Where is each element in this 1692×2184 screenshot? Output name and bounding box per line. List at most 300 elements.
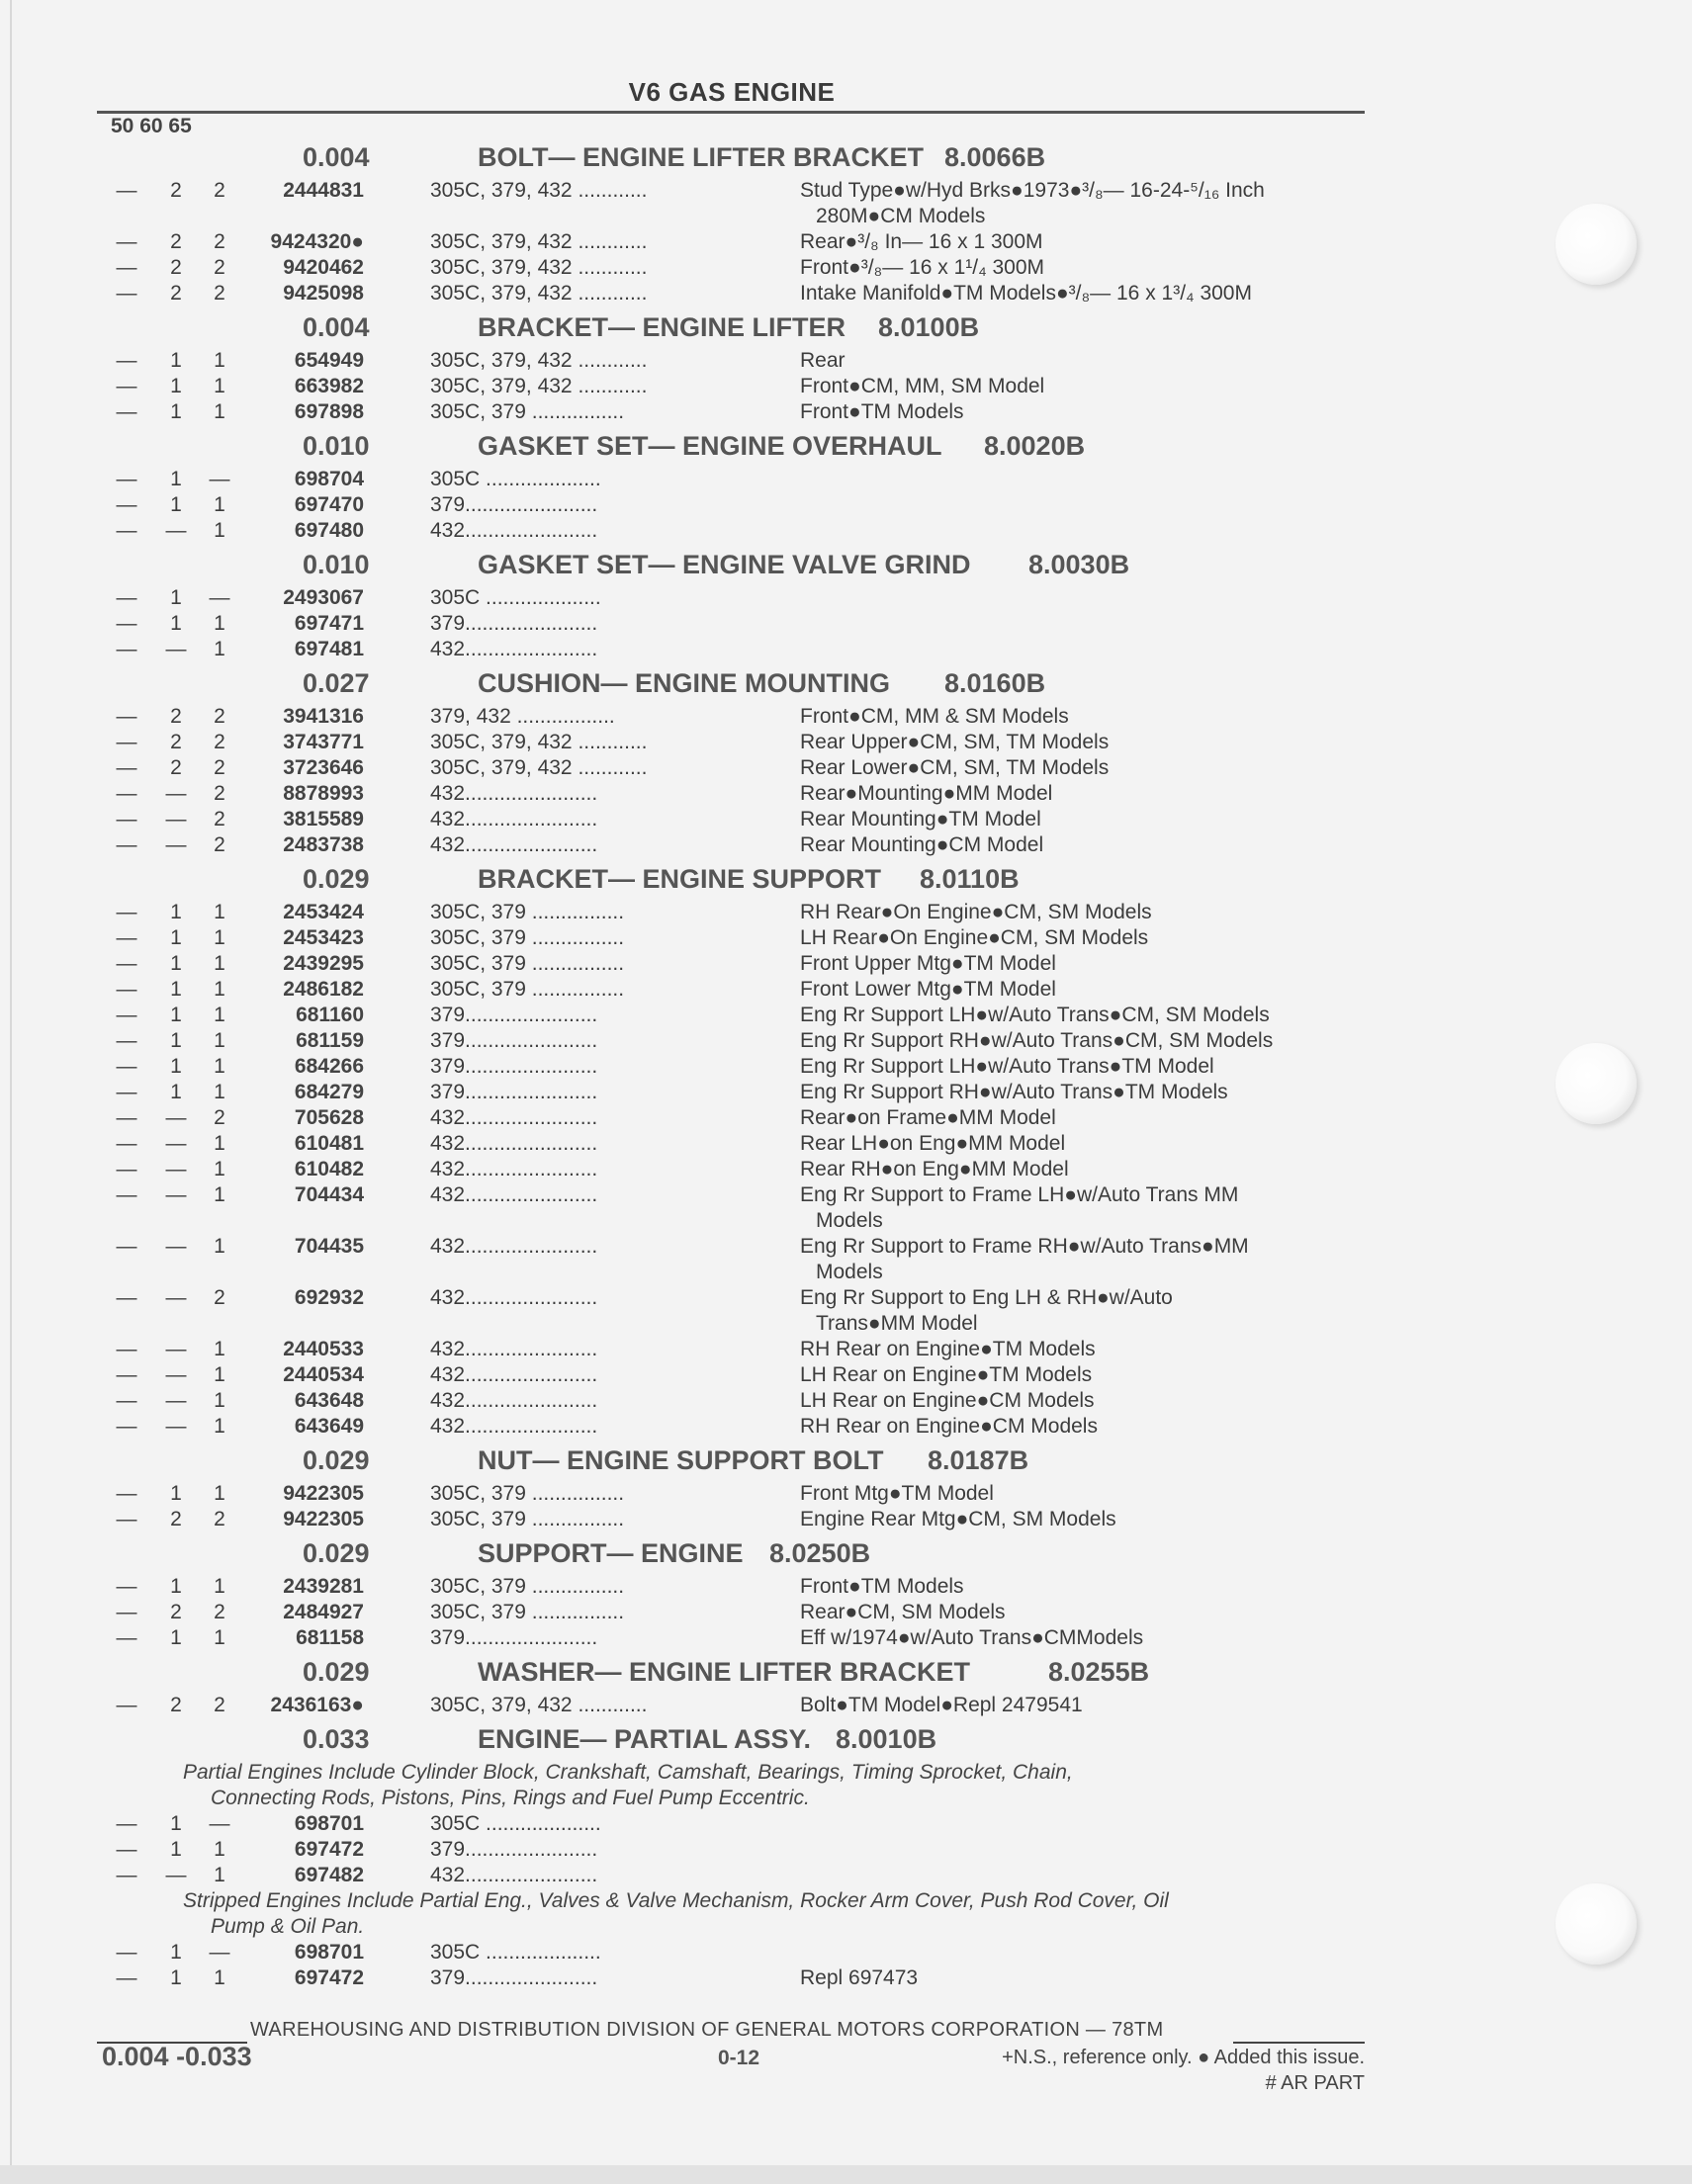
part-number: 9422305 bbox=[283, 1482, 364, 1505]
description-continuation: Models bbox=[816, 1261, 883, 1283]
qty-1960-cell: 1 bbox=[170, 1575, 182, 1598]
part-number: 2453424 bbox=[283, 901, 364, 923]
parts-row bbox=[97, 1157, 1373, 1182]
qty-1960-cell: — bbox=[165, 1183, 187, 1206]
qty-1950-cell: — bbox=[116, 1694, 137, 1716]
qty-1950-cell: — bbox=[116, 782, 137, 805]
qty-1965-cell: 1 bbox=[214, 1004, 225, 1026]
part-number: 2440533 bbox=[283, 1338, 364, 1360]
description-line: RH Rear on Engine●CM Models bbox=[800, 1415, 1098, 1438]
description-line: Rear Mounting●TM Model bbox=[800, 808, 1041, 830]
part-description bbox=[800, 1966, 1463, 1991]
qty-1965-cell: 1 bbox=[214, 926, 225, 949]
description-line: Rear●Mounting●MM Model bbox=[800, 782, 1053, 805]
part-number: 2453423 bbox=[283, 926, 364, 949]
applicable-models: 432....................... bbox=[430, 782, 598, 805]
qty-1960-cell: 2 bbox=[170, 1601, 182, 1623]
qty-1960-cell: — bbox=[165, 1132, 187, 1155]
group-number: 0.004 bbox=[303, 312, 370, 342]
qty-1960-cell: 1 bbox=[170, 1004, 182, 1026]
parts-row bbox=[97, 1337, 1373, 1362]
qty-1950-cell: — bbox=[116, 808, 137, 830]
part-description bbox=[800, 1028, 1463, 1054]
page-range: 0.004 -0.033 bbox=[102, 2042, 252, 2071]
part-description bbox=[800, 781, 1463, 807]
group-number: 0.029 bbox=[303, 1445, 370, 1475]
parts-row bbox=[97, 585, 1373, 611]
part-description bbox=[800, 1388, 1463, 1414]
part-description bbox=[800, 1625, 1463, 1651]
applicable-models: 379....................... bbox=[430, 612, 598, 635]
part-description bbox=[800, 1182, 1463, 1234]
parts-row bbox=[97, 1105, 1373, 1131]
parts-row bbox=[97, 1054, 1373, 1080]
part-number: 698701 bbox=[294, 1812, 364, 1835]
qty-1950-cell: — bbox=[116, 1864, 137, 1886]
part-number: 697482 bbox=[294, 1864, 364, 1886]
part-number: 697480 bbox=[294, 519, 364, 542]
group-number: 0.029 bbox=[303, 864, 370, 894]
description-line: Front Upper Mtg●TM Model bbox=[800, 952, 1056, 975]
parts-row bbox=[97, 229, 1373, 255]
qty-1960-cell: — bbox=[165, 1363, 187, 1386]
description-line: RH Rear●On Engine●CM, SM Models bbox=[800, 901, 1152, 923]
applicable-models: 379....................... bbox=[430, 1626, 598, 1649]
parts-row bbox=[97, 755, 1373, 781]
applicable-models: 305C, 379, 432 ............ bbox=[430, 179, 648, 202]
qty-1950-cell: — bbox=[116, 1029, 137, 1052]
qty-1950-cell: — bbox=[116, 833, 137, 856]
qty-1960-cell: — bbox=[165, 1389, 187, 1412]
parts-row bbox=[97, 255, 1373, 281]
qty-1965-cell: 1 bbox=[214, 978, 225, 1001]
qty-1965-cell: 1 bbox=[214, 1132, 225, 1155]
part-number: 697898 bbox=[294, 400, 364, 423]
section-code: 8.0030B bbox=[1028, 550, 1130, 579]
qty-1950-cell: — bbox=[116, 926, 137, 949]
section-heading bbox=[97, 138, 1373, 178]
description-line: Eng Rr Support to Frame LH●w/Auto Trans MM bbox=[800, 1183, 1239, 1206]
parts-row bbox=[97, 925, 1373, 951]
part-description bbox=[800, 755, 1463, 781]
part-description bbox=[800, 1600, 1463, 1625]
qty-1960-cell: — bbox=[165, 1864, 187, 1886]
parts-row bbox=[97, 1966, 1373, 1991]
part-number: 3743771 bbox=[283, 731, 364, 753]
part-description bbox=[800, 255, 1463, 281]
qty-1950-cell: — bbox=[116, 1363, 137, 1386]
qty-1960-cell: 1 bbox=[170, 1081, 182, 1103]
applicable-models: 379....................... bbox=[430, 1029, 598, 1052]
part-number: 684279 bbox=[294, 1081, 364, 1103]
description-line: Front●TM Models bbox=[800, 1575, 964, 1598]
description-continuation: Models bbox=[816, 1209, 883, 1232]
binder-hole-top bbox=[1556, 204, 1637, 285]
section-code: 8.0250B bbox=[769, 1538, 871, 1568]
description-line: LH Rear on Engine●CM Models bbox=[800, 1389, 1095, 1412]
applicable-models: 305C, 379, 432 ............ bbox=[430, 756, 648, 779]
qty-1950-cell: — bbox=[116, 1132, 137, 1155]
part-description bbox=[800, 1693, 1463, 1718]
footer-division-line: WAREHOUSING AND DISTRIBUTION DIVISION OF GENERAL MOTORS CORPORATION — 78TM bbox=[250, 2019, 1164, 2041]
qty-1960-cell: — bbox=[165, 638, 187, 660]
part-number: 2493067 bbox=[283, 586, 364, 609]
section-code: 8.0110B bbox=[920, 864, 1020, 894]
applicable-models: 432....................... bbox=[430, 1183, 598, 1206]
qty-1965-cell: 2 bbox=[214, 230, 225, 253]
qty-1960-cell: 2 bbox=[170, 230, 182, 253]
qty-1965-cell: 1 bbox=[214, 1864, 225, 1886]
parts-row bbox=[97, 348, 1373, 374]
page-left-edge bbox=[10, 0, 12, 2165]
part-number: 697472 bbox=[294, 1838, 364, 1861]
parts-row bbox=[97, 1362, 1373, 1388]
applicable-models: 432....................... bbox=[430, 638, 598, 660]
part-number: 2439295 bbox=[283, 952, 364, 975]
section-name: ENGINE— PARTIAL ASSY. bbox=[478, 1724, 812, 1754]
part-number: 643648 bbox=[294, 1389, 364, 1412]
description-line: Eng Rr Support LH●w/Auto Trans●CM, SM Models bbox=[800, 1004, 1270, 1026]
description-line: RH Rear on Engine●TM Models bbox=[800, 1338, 1096, 1360]
qty-1960-cell: 1 bbox=[170, 926, 182, 949]
description-line: Eng Rr Support to Frame RH●w/Auto Trans●MM bbox=[800, 1235, 1249, 1258]
applicable-models: 432....................... bbox=[430, 1363, 598, 1386]
section-heading bbox=[97, 308, 1373, 348]
legend-ar-part: # AR PART bbox=[1265, 2072, 1365, 2094]
qty-1960-cell: 1 bbox=[170, 468, 182, 490]
description-line: Eng Rr Support RH●w/Auto Trans●CM, SM Models bbox=[800, 1029, 1274, 1052]
qty-1960-cell: 1 bbox=[170, 1941, 182, 1964]
qty-1950-cell: — bbox=[116, 1626, 137, 1649]
qty-1960-cell: 2 bbox=[170, 256, 182, 279]
description-line: LH Rear on Engine●TM Models bbox=[800, 1363, 1093, 1386]
qty-1960-cell: 1 bbox=[170, 400, 182, 423]
qty-1960-cell: 1 bbox=[170, 1029, 182, 1052]
group-number: 0.004 bbox=[303, 142, 370, 172]
qty-1965-cell: 1 bbox=[214, 349, 225, 372]
qty-1960-cell: — bbox=[165, 782, 187, 805]
group-number: 0.010 bbox=[303, 550, 370, 579]
qty-1965-cell: 2 bbox=[214, 1286, 225, 1309]
applicable-models: 305C, 379 ................ bbox=[430, 1601, 625, 1623]
parts-row bbox=[97, 1481, 1373, 1507]
part-description bbox=[800, 348, 1463, 374]
applicable-models: 379....................... bbox=[430, 1966, 598, 1989]
part-number: 705628 bbox=[294, 1106, 364, 1129]
qty-1965-cell: 1 bbox=[214, 1338, 225, 1360]
qty-1965-cell: 1 bbox=[214, 1363, 225, 1386]
title-rule bbox=[97, 111, 1365, 114]
parts-row bbox=[97, 1693, 1373, 1718]
description-line: Intake Manifold●TM Models●³/₈— 16 x 1³/₄ 300M bbox=[800, 282, 1252, 305]
part-description bbox=[800, 1080, 1463, 1105]
parts-row bbox=[97, 492, 1373, 518]
qty-1950-cell: — bbox=[116, 756, 137, 779]
section-code: 8.0255B bbox=[1048, 1657, 1150, 1687]
note-line: Stripped Engines Include Partial Eng., Valves & Valve Mechanism, Rocker Arm Cover, Push Rod Cover, Oil bbox=[183, 1889, 1169, 1912]
parts-row bbox=[97, 1863, 1373, 1888]
part-description bbox=[800, 1234, 1463, 1285]
part-number: 3815589 bbox=[283, 808, 364, 830]
section-code: 8.0187B bbox=[928, 1445, 1029, 1475]
qty-1965-cell: 1 bbox=[214, 1389, 225, 1412]
qty-1960-cell: 2 bbox=[170, 705, 182, 728]
qty-1965-cell: 1 bbox=[214, 1482, 225, 1505]
part-number: 2483738 bbox=[283, 833, 364, 856]
qty-1960-cell: — bbox=[165, 1286, 187, 1309]
part-description bbox=[800, 832, 1463, 858]
qty-1950-cell: — bbox=[116, 1389, 137, 1412]
qty-1950-cell: — bbox=[116, 230, 137, 253]
part-number: 681159 bbox=[296, 1029, 364, 1052]
note-line-continued: Pump & Oil Pan. bbox=[211, 1915, 365, 1938]
applicable-models: 432....................... bbox=[430, 1338, 598, 1360]
part-number: 681158 bbox=[296, 1626, 364, 1649]
binder-hole-middle bbox=[1556, 1043, 1637, 1124]
qty-1965-cell: 1 bbox=[214, 1183, 225, 1206]
section-name: CUSHION— ENGINE MOUNTING bbox=[478, 668, 891, 698]
qty-1965-cell: 2 bbox=[214, 731, 225, 753]
qty-1950-cell: — bbox=[116, 1183, 137, 1206]
applicable-models: 305C .................... bbox=[430, 468, 601, 490]
description-line: Rear RH●on Eng●MM Model bbox=[800, 1158, 1069, 1180]
description-line: LH Rear●On Engine●CM, SM Models bbox=[800, 926, 1149, 949]
part-description bbox=[800, 1105, 1463, 1131]
qty-1960-cell: 2 bbox=[170, 282, 182, 305]
section-heading bbox=[97, 860, 1373, 900]
section-note bbox=[97, 1760, 1373, 1811]
qty-1965-cell: 2 bbox=[214, 1601, 225, 1623]
applicable-models: 432....................... bbox=[430, 1864, 598, 1886]
part-number: 610482 bbox=[294, 1158, 364, 1180]
qty-1950-cell: — bbox=[116, 1941, 137, 1964]
part-number: 9424320● bbox=[270, 230, 364, 253]
qty-1965-cell: 1 bbox=[214, 952, 225, 975]
applicable-models: 379....................... bbox=[430, 1838, 598, 1861]
description-line: Rear Lower●CM, SM, TM Models bbox=[800, 756, 1110, 779]
description-line: Front●CM, MM, SM Model bbox=[800, 375, 1045, 397]
qty-1960-cell: 1 bbox=[170, 1482, 182, 1505]
qty-1950-cell: — bbox=[116, 978, 137, 1001]
qty-1965-cell: 2 bbox=[214, 1106, 225, 1129]
qty-1965-cell: 2 bbox=[214, 179, 225, 202]
section-code: 8.0066B bbox=[944, 142, 1046, 172]
part-number: 2439281 bbox=[283, 1575, 364, 1598]
qty-1950-cell: — bbox=[116, 375, 137, 397]
part-description bbox=[800, 730, 1463, 755]
parts-row bbox=[97, 977, 1373, 1003]
section-code: 8.0160B bbox=[944, 668, 1046, 698]
qty-1950-cell: — bbox=[116, 1158, 137, 1180]
description-line: Front●CM, MM & SM Models bbox=[800, 705, 1069, 728]
section-code: 8.0100B bbox=[878, 312, 980, 342]
description-line: Eng Rr Support RH●w/Auto Trans●TM Models bbox=[800, 1081, 1228, 1103]
applicable-models: 432....................... bbox=[430, 1286, 598, 1309]
parts-row bbox=[97, 178, 1373, 229]
qty-1965-cell: 1 bbox=[214, 519, 225, 542]
description-continuation: 280M●CM Models bbox=[816, 205, 986, 227]
parts-row bbox=[97, 1811, 1373, 1837]
part-description bbox=[800, 1157, 1463, 1182]
part-number: 697481 bbox=[294, 638, 364, 660]
section-name: SUPPORT— ENGINE bbox=[478, 1538, 744, 1568]
part-number: 2444831 bbox=[283, 179, 364, 202]
section-name: BRACKET— ENGINE LIFTER bbox=[478, 312, 846, 342]
parts-row bbox=[97, 730, 1373, 755]
applicable-models: 305C .................... bbox=[430, 1812, 601, 1835]
qty-1965-cell: 1 bbox=[214, 1235, 225, 1258]
qty-1950-cell: — bbox=[116, 1106, 137, 1129]
part-description bbox=[800, 704, 1463, 730]
qty-1965-cell: 1 bbox=[214, 1838, 225, 1861]
parts-row bbox=[97, 704, 1373, 730]
qty-1950-cell: — bbox=[116, 1601, 137, 1623]
qty-1950-cell: — bbox=[116, 1004, 137, 1026]
applicable-models: 379....................... bbox=[430, 1081, 598, 1103]
qty-1960-cell: 2 bbox=[170, 1694, 182, 1716]
part-number: 663982 bbox=[294, 375, 364, 397]
section-name: BRACKET— ENGINE SUPPORT bbox=[478, 864, 882, 894]
qty-1965-cell: 1 bbox=[214, 1158, 225, 1180]
description-line: Front Lower Mtg●TM Model bbox=[800, 978, 1056, 1001]
applicable-models: 305C, 379 ................ bbox=[430, 901, 625, 923]
parts-row bbox=[97, 1625, 1373, 1651]
parts-row bbox=[97, 951, 1373, 977]
description-line: Bolt●TM Model●Repl 2479541 bbox=[800, 1694, 1083, 1716]
parts-row bbox=[97, 1507, 1373, 1532]
qty-1965-cell: 2 bbox=[214, 833, 225, 856]
qty-1960-cell: 1 bbox=[170, 1055, 182, 1078]
applicable-models: 305C, 379 ................ bbox=[430, 978, 625, 1001]
part-description bbox=[800, 178, 1463, 229]
qty-1960-cell: — bbox=[165, 519, 187, 542]
qty-1965-cell: 1 bbox=[214, 1081, 225, 1103]
qty-1950-cell: — bbox=[116, 952, 137, 975]
description-line: Repl 697473 bbox=[800, 1966, 919, 1989]
section-heading bbox=[97, 1720, 1373, 1760]
qty-1950-cell: — bbox=[116, 1081, 137, 1103]
applicable-models: 305C, 379 ................ bbox=[430, 952, 625, 975]
part-description bbox=[800, 1003, 1463, 1028]
qty-1960-cell: 1 bbox=[170, 1838, 182, 1861]
section-heading bbox=[97, 1653, 1373, 1693]
qty-1950-cell: — bbox=[116, 612, 137, 635]
qty-1950-cell: — bbox=[116, 638, 137, 660]
applicable-models: 432....................... bbox=[430, 1106, 598, 1129]
qty-1965-cell: 2 bbox=[214, 1508, 225, 1530]
section-code: 8.0020B bbox=[984, 431, 1086, 461]
description-line: Rear Mounting●CM Model bbox=[800, 833, 1044, 856]
note-line: Partial Engines Include Cylinder Block, Crankshaft, Camshaft, Bearings, Timing Sprocket, Chain, bbox=[183, 1761, 1073, 1784]
qty-1960-cell: 1 bbox=[170, 1812, 182, 1835]
qty-1960-cell: 1 bbox=[170, 375, 182, 397]
description-line: Rear●CM, SM Models bbox=[800, 1601, 1006, 1623]
qty-1960-cell: — bbox=[165, 1235, 187, 1258]
qty-1960-cell: 1 bbox=[170, 978, 182, 1001]
applicable-models: 305C .................... bbox=[430, 586, 601, 609]
parts-row bbox=[97, 1600, 1373, 1625]
description-line: Rear Upper●CM, SM, TM Models bbox=[800, 731, 1110, 753]
page-number: 0-12 bbox=[718, 2047, 760, 2069]
qty-1965-cell: 1 bbox=[214, 1055, 225, 1078]
part-number: 698704 bbox=[294, 468, 364, 490]
part-number: 704434 bbox=[294, 1183, 364, 1206]
legend-notes: +N.S., reference only. ● Added this issue. bbox=[1002, 2047, 1365, 2068]
applicable-models: 379....................... bbox=[430, 1004, 598, 1026]
part-description bbox=[800, 229, 1463, 255]
applicable-models: 305C, 379 ................ bbox=[430, 400, 625, 423]
applicable-models: 305C, 379, 432 ............ bbox=[430, 349, 648, 372]
section-name: GASKET SET— ENGINE VALVE GRIND bbox=[478, 550, 971, 579]
qty-1965-cell: 2 bbox=[214, 756, 225, 779]
part-description bbox=[800, 281, 1463, 306]
qty-1960-cell: — bbox=[165, 1338, 187, 1360]
parts-row bbox=[97, 832, 1373, 858]
section-heading bbox=[97, 1441, 1373, 1481]
qty-1960-cell: 2 bbox=[170, 731, 182, 753]
qty-1960-cell: — bbox=[165, 808, 187, 830]
group-number: 0.029 bbox=[303, 1538, 370, 1568]
parts-row bbox=[97, 1837, 1373, 1863]
qty-1960-cell: 1 bbox=[170, 1966, 182, 1989]
qty-1950-cell: — bbox=[116, 493, 137, 516]
parts-row bbox=[97, 1285, 1373, 1337]
part-number: 697470 bbox=[294, 493, 364, 516]
qty-1950-cell: — bbox=[116, 1286, 137, 1309]
applicable-models: 379....................... bbox=[430, 493, 598, 516]
parts-row bbox=[97, 518, 1373, 544]
part-description bbox=[800, 1481, 1463, 1507]
note-line-continued: Connecting Rods, Pistons, Pins, Rings and Fuel Pump Eccentric. bbox=[211, 1787, 810, 1809]
part-number: 697471 bbox=[294, 612, 364, 635]
applicable-models: 432....................... bbox=[430, 519, 598, 542]
part-number: 2484927 bbox=[283, 1601, 364, 1623]
qty-1965-cell: 2 bbox=[214, 1694, 225, 1716]
qty-1950-cell: — bbox=[116, 400, 137, 423]
qty-1965-cell: — bbox=[209, 1941, 230, 1964]
part-description bbox=[800, 1131, 1463, 1157]
qty-1950-cell: — bbox=[116, 1966, 137, 1989]
qty-1950-cell: — bbox=[116, 282, 137, 305]
parts-row bbox=[97, 1940, 1373, 1966]
section-heading bbox=[97, 546, 1373, 585]
qty-1950-cell: — bbox=[116, 731, 137, 753]
qty-1960-cell: — bbox=[165, 833, 187, 856]
qty-1950-cell: — bbox=[116, 1338, 137, 1360]
part-description bbox=[800, 374, 1463, 399]
qty-1950-cell: — bbox=[116, 1415, 137, 1438]
section-heading bbox=[97, 427, 1373, 467]
qty-1965-cell: 1 bbox=[214, 1029, 225, 1052]
footer-rule-right bbox=[1233, 2042, 1365, 2044]
part-number: 681160 bbox=[296, 1004, 364, 1026]
description-line: Eng Rr Support LH●w/Auto Trans●TM Model bbox=[800, 1055, 1214, 1078]
parts-catalog-body bbox=[97, 136, 1373, 1991]
description-line: Front●³/₈— 16 x 1¹/₄ 300M bbox=[800, 256, 1045, 279]
part-description bbox=[800, 807, 1463, 832]
qty-1950-cell: — bbox=[116, 705, 137, 728]
part-number: 8878993 bbox=[283, 782, 364, 805]
description-continuation: Trans●MM Model bbox=[816, 1312, 978, 1335]
group-number: 0.029 bbox=[303, 1657, 370, 1687]
section-heading bbox=[97, 1534, 1373, 1574]
parts-row bbox=[97, 1028, 1373, 1054]
qty-1950-cell: — bbox=[116, 468, 137, 490]
part-number: 704435 bbox=[294, 1235, 364, 1258]
qty-1965-cell: 1 bbox=[214, 1415, 225, 1438]
group-number: 0.033 bbox=[303, 1724, 370, 1754]
part-description bbox=[800, 1507, 1463, 1532]
